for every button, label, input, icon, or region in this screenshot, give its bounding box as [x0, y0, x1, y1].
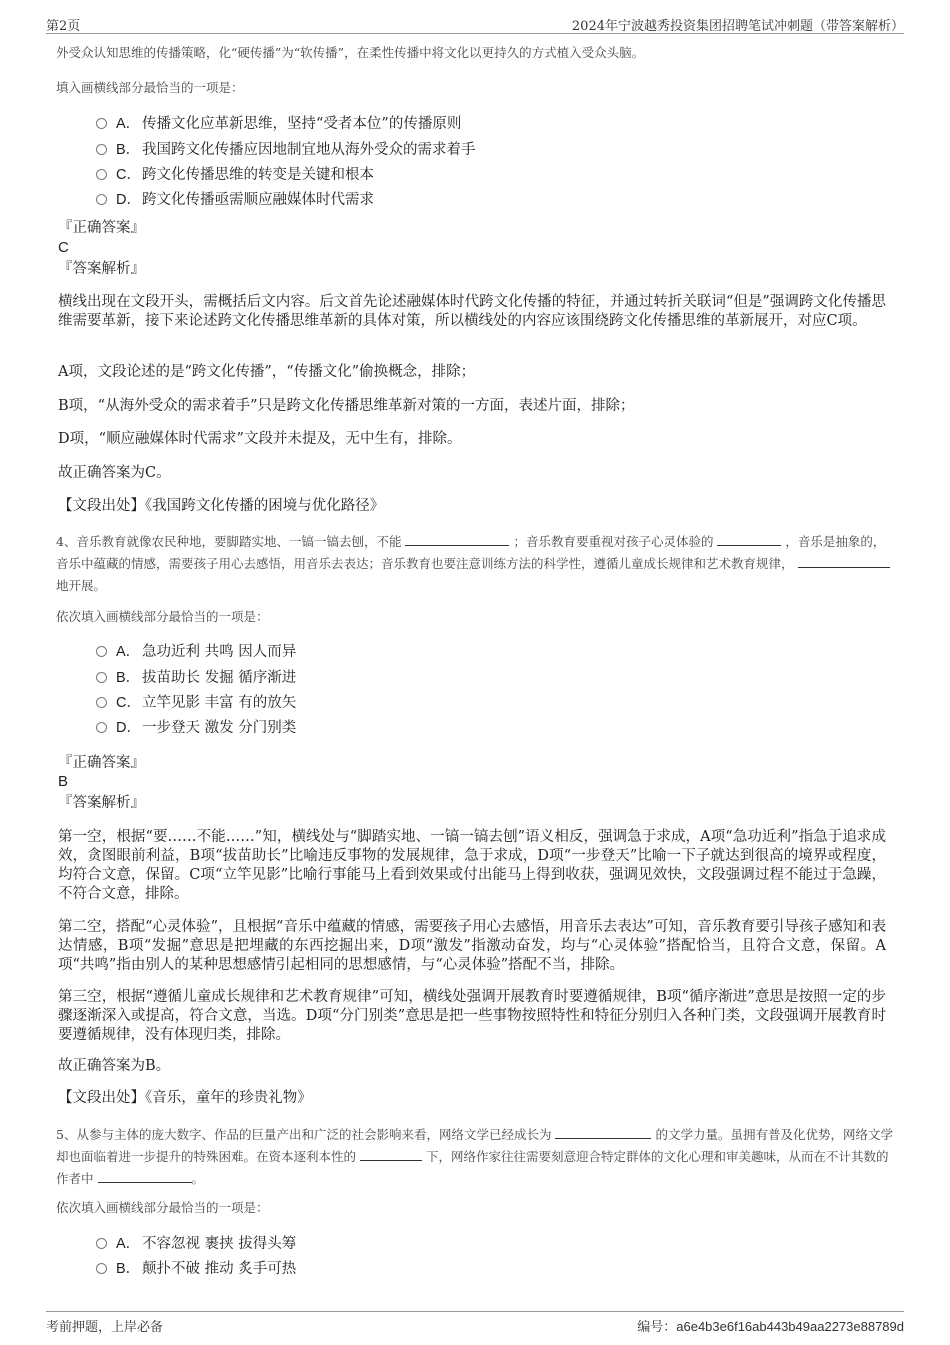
radio-button-icon[interactable]	[96, 672, 107, 683]
q4-option-d[interactable]: D．一步登天 激发 分门别类	[96, 717, 296, 739]
q3-analysis-para: B项，“从海外受众的需求着手”只是跨文化传播思维革新对策的一方面，表述片面，排除；	[58, 398, 635, 414]
page-footer	[46, 1311, 904, 1340]
q5-prompt: 依次填入画横线部分最恰当的一项是：	[56, 1200, 269, 1215]
q5-stem: 5、从参与主体的庞大数字、作品的巨量产出和广泛的社会影响来看，网络文学已经成长为 的文学力量。虽拥有普及化优势，网络文学却也面临着进一步提升的特殊困难。在资本逐利本性的 下，网络作家往往需要刻意迎合特定群体的文化心理和审美趣味，从而在不计其数的作者中 。	[56, 1127, 893, 1186]
fill-blank	[360, 1147, 422, 1161]
q4-option-c[interactable]: C．立竿见影 丰富 有的放矢	[96, 692, 296, 714]
q3-answer-label: 『正确答案』	[58, 220, 145, 236]
q4-answer: B	[58, 773, 69, 790]
radio-button-icon[interactable]	[96, 1263, 107, 1274]
radio-button-icon[interactable]	[96, 194, 107, 205]
radio-button-icon[interactable]	[96, 1238, 107, 1249]
radio-button-icon[interactable]	[96, 697, 107, 708]
q3-analysis-para: D项，“顺应融媒体时代需求”文段并未提及，无中生有，排除。	[58, 431, 462, 447]
q4-analysis-para: 第一空，根据“要……不能……”知，横线处与“脚踏实地、一镐一镐去刨”语义相反，强调急于求成，A项“急功近利”指急于追求成效，贪图眼前利益，B项“拔苗助长”比喻违反事物的发展规律，急于求成，D项“一步登天”比喻一下子就达到很高的境界或程度，均符合文意，保留。C项“立竿见影”比喻行事能马上看到效果或付出能马上得到收获，强调见效快，文段强调过程不能过于急躁，不符合文意，排除。	[58, 829, 886, 902]
radio-button-icon[interactable]	[96, 169, 107, 180]
q3-prompt: 填入画横线部分最恰当的一项是：	[56, 80, 244, 95]
q4-analysis-para: 第二空，搭配“心灵体验”，且根据“音乐中蕴藏的情感，需要孩子用心去感悟，用音乐去表达”可知，音乐教育要引导孩子感知和表达情感，B项“发掘”意思是把埋藏的东西挖掘出来，D项“激发”指激动奋发，均与“心灵体验”搭配恰当，且符合文意，保留。A项“共鸣”指由别人的某种思想感情引起相同的思想感情，与“心灵体验”搭配不当，排除。	[58, 919, 886, 973]
document-id: 编号：a6e4b3e6f16ab443b49aa2273e88789d	[637, 1319, 904, 1334]
q4-answer-label: 『正确答案』	[58, 755, 145, 771]
q5-option-b[interactable]: B． 颠扑不破 推动 炙手可热	[96, 1258, 296, 1280]
fill-blank	[717, 532, 781, 546]
q4-option-b[interactable]: B． 拔苗助长 发掘 循序渐进	[96, 667, 296, 689]
q3-option-a[interactable]: A． 传播文化应革新思维，坚持“受者本位”的传播原则	[96, 113, 461, 135]
fill-blank	[98, 1169, 192, 1183]
radio-button-icon[interactable]	[96, 722, 107, 733]
q4-stem: 4、音乐教育就像农民种地，要脚踏实地、一镐一镐去刨，不能 ；音乐教育要重视对孩子心灵体验的 ，音乐是抽象的，音乐中蕴藏的情感，需要孩子用心去感悟，用音乐去表达；音乐教育也要注意训练方法的科学性，遵循儿童成长规律和艺术教育规律， 地开展。	[56, 531, 894, 597]
q3-analysis-para: 横线出现在文段开头，需概括后文内容。后文首先论述融媒体时代跨文化传播的特征，并通过转折关联词“但是”强调跨文化传播思维需要革新，接下来论述跨文化传播思维革新的具体对策，所以横线处的内容应该围绕跨文化传播思维的革新展开，对应C项。	[58, 294, 886, 329]
q3-stem-tail: 外受众认知思维的传播策略，化“硬传播”为“软传播”，在柔性传播中将文化以更持久的方式植入受众头脑。	[56, 45, 645, 60]
q3-option-d[interactable]: D．跨文化传播亟需顺应融媒体时代需求	[96, 189, 374, 211]
q3-option-c[interactable]: C．跨文化传播思维的转变是关键和根本	[96, 164, 374, 186]
q3-analysis-para: A项，文段论述的是“跨文化传播”，“传播文化”偷换概念，排除；	[58, 364, 476, 380]
radio-button-icon[interactable]	[96, 118, 107, 129]
q5-option-a[interactable]: A． 不容忽视 裹挟 拔得头筹	[96, 1233, 296, 1255]
q3-analysis-label: 『答案解析』	[58, 261, 145, 277]
q3-source: 【文段出处】《我国跨文化传播的困境与优化路径》	[58, 498, 385, 514]
fill-blank	[405, 532, 509, 546]
q4-analysis-para: 第三空，根据“遵循儿童成长规律和艺术教育规律”可知，横线处强调开展教育时要遵循规律，B项“循序渐进”意思是按照一定的步骤逐渐深入或提高，符合文意，当选。D项“分门别类”意思是把一些事物按照特性和特征分别归入各种门类，文段强调开展教育时要遵循规律，没有体现归类，排除。	[58, 989, 886, 1043]
q4-prompt: 依次填入画横线部分最恰当的一项是：	[56, 609, 269, 624]
radio-button-icon[interactable]	[96, 144, 107, 155]
q3-option-b[interactable]: B． 我国跨文化传播应因地制宜地从海外受众的需求着手	[96, 139, 476, 161]
q3-answer: C	[58, 239, 69, 256]
q4-analysis-label: 『答案解析』	[58, 795, 145, 811]
fill-blank	[555, 1125, 651, 1139]
radio-button-icon[interactable]	[96, 646, 107, 657]
q4-source: 【文段出处】《音乐，童年的珍贵礼物》	[58, 1090, 312, 1106]
page-header	[46, 11, 904, 34]
footer-slogan: 考前押题，上岸必备	[46, 1320, 164, 1335]
fill-blank	[798, 554, 890, 568]
page-number: 第2页	[46, 19, 81, 34]
q3-analysis-para: 故正确答案为C。	[58, 465, 171, 481]
q4-option-a[interactable]: A． 急功近利 共鸣 因人而异	[96, 641, 296, 663]
document-title: 2024年宁波越秀投资集团招聘笔试冲刺题（带答案解析）	[571, 19, 904, 34]
q4-analysis-para: 故正确答案为B。	[58, 1058, 171, 1074]
